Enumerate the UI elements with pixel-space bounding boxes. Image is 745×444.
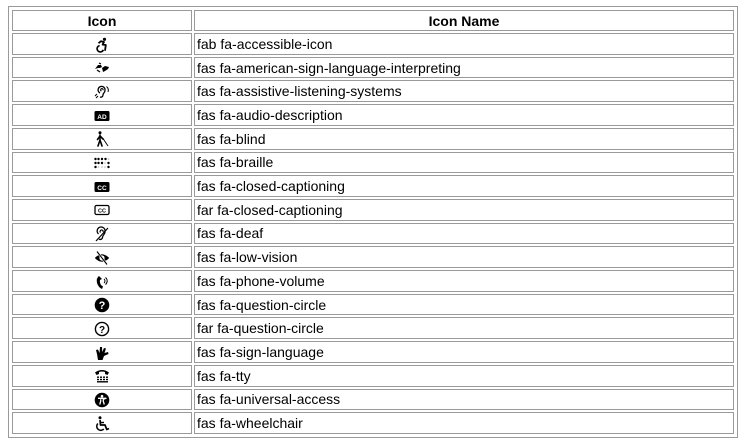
blind-icon: [94, 131, 110, 147]
table-header-row: [12, 10, 734, 31]
icon-name-cell: fas fa-deaf: [194, 223, 734, 245]
table-row: [12, 152, 734, 174]
icon-name-cell: fas fa-universal-access: [194, 389, 734, 411]
question-circle-regular-icon: [94, 321, 110, 337]
icon-name-cell: fas fa-phone-volume: [194, 270, 734, 292]
icon-name-cell: far fa-closed-captioning: [194, 199, 734, 221]
table-row: [12, 317, 734, 339]
table-row: [12, 57, 734, 79]
sign-language-icon: [94, 345, 110, 361]
icon-name-cell: fas fa-low-vision: [194, 246, 734, 268]
table-row: [12, 270, 734, 292]
accessible-icon: [94, 37, 110, 53]
icon-name-cell: fas fa-assistive-listening-systems: [194, 80, 734, 102]
icon-name-cell: fas fa-closed-captioning: [194, 175, 734, 197]
closed-captioning-regular-icon: [94, 202, 110, 218]
table-row: [12, 175, 734, 197]
header-icon-name: Icon Name: [194, 10, 734, 31]
table-row: [12, 128, 734, 150]
universal-access-icon: [94, 392, 110, 408]
low-vision-icon: [94, 250, 110, 266]
svg-text:?: ?: [98, 324, 106, 336]
icon-name-cell: fas fa-question-circle: [194, 294, 734, 316]
table-row: [12, 33, 734, 55]
icon-name-cell: fas fa-tty: [194, 365, 734, 387]
closed-captioning-solid-icon: [94, 179, 110, 195]
phone-volume-icon: [94, 274, 110, 290]
table-row: [12, 223, 734, 245]
table-row: [12, 80, 734, 102]
american-sign-language-interpreting-icon: [94, 60, 110, 76]
icon-table: [10, 8, 736, 436]
icon-name-cell: fas fa-blind: [194, 128, 734, 150]
icon-name-cell: far fa-question-circle: [194, 317, 734, 339]
icon-name-cell: fas fa-sign-language: [194, 341, 734, 363]
deaf-icon: [94, 226, 110, 242]
table-row: [12, 412, 734, 434]
icon-table-container: [8, 6, 738, 438]
svg-text:CC: CC: [98, 209, 106, 216]
icon-name-cell: fas fa-braille: [194, 152, 734, 174]
table-row: [12, 341, 734, 363]
icon-name-cell: fas fa-wheelchair: [194, 412, 734, 434]
icon-name-cell: fas fa-audio-description: [194, 104, 734, 126]
icon-name-cell: fas fa-american-sign-language-interpreting: [194, 57, 734, 79]
table-row: [12, 104, 734, 126]
wheelchair-icon: [94, 416, 110, 432]
table-row: [12, 246, 734, 268]
table-row: [12, 365, 734, 387]
header-icon: Icon: [12, 10, 192, 31]
audio-description-icon: [94, 108, 110, 124]
svg-text:?: ?: [98, 300, 106, 313]
question-circle-solid-icon: [94, 297, 110, 313]
table-row: [12, 294, 734, 316]
braille-icon: [94, 155, 110, 171]
tty-icon: [94, 368, 110, 384]
icon-name-cell: fab fa-accessible-icon: [194, 33, 734, 55]
svg-text:AD: AD: [97, 113, 107, 121]
svg-text:CC: CC: [97, 184, 107, 192]
table-row: [12, 199, 734, 221]
table-row: [12, 389, 734, 411]
assistive-listening-systems-icon: [94, 84, 110, 100]
